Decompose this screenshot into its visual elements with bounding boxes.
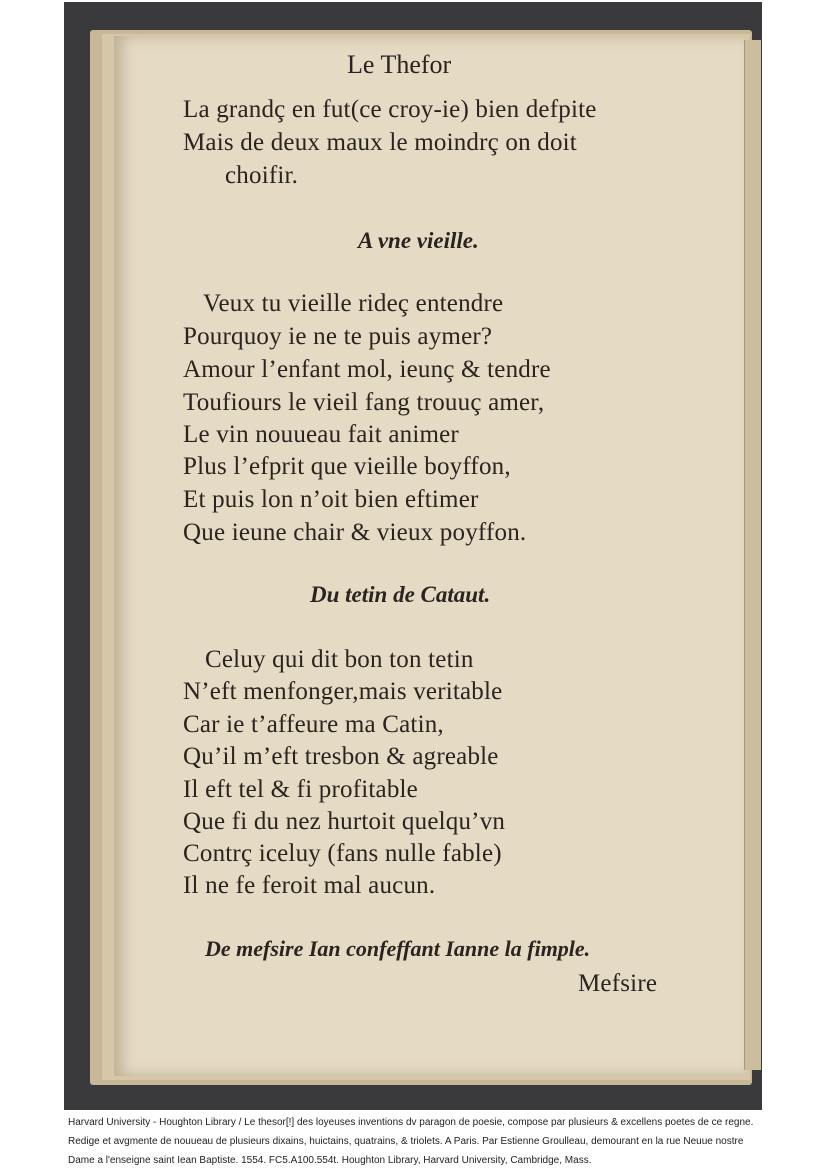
book-page: [114, 36, 746, 1076]
stanza1-line-2: Mais de deux maux le moindrç on doit: [183, 129, 577, 156]
poem2-line-2: N’eft menfonger,mais veritable: [183, 678, 503, 705]
poem1-line-6: Plus l’efprit que vieille boyffon,: [183, 453, 511, 480]
stanza1-line-3: choifir.: [225, 162, 299, 189]
poem2-line-8: Il ne fe feroit mal aucun.: [183, 872, 436, 899]
poem2-line-7: Contrç iceluy (fans nulle fable): [183, 840, 502, 867]
poem-title-de-mesire: De mefsire Ian confeffant Ianne la fimple.: [205, 936, 591, 961]
catchword: Mefsire: [578, 970, 658, 997]
poem2-line-5: Il eft tel & fi profitable: [183, 776, 418, 803]
poem1-line-5: Le vin nouueau fait animer: [183, 421, 459, 448]
poem1-line-7: Et puis lon n’oit bien eftimer: [183, 486, 479, 513]
poem-title-du-tetin: Du tetin de Cataut.: [310, 582, 491, 607]
library-caption: Harvard University - Houghton Library / Le thesor[!] des loyeuses inventions dv paragon de poesie, compose par plusieurs & excellens poetes de ce regne. Redige et avgmente de nouueau de plusieurs dixains, huictains, quatrains, & triolets. A Paris. Par Estienne Groulleau, demourant en la rue Neuue nostre Dame a l'enseigne saint Iean Baptiste. 1554. FC5.A100.554t. Houghton Library, Harvard University, Cambridge, Mass.: [68, 1117, 754, 1166]
poem2-line-4: Qu’il m’eft tresbon & agreable: [183, 743, 499, 770]
running-head: Le Thefor: [347, 50, 452, 79]
poem1-line-8: Que ieune chair & vieux poyffon.: [183, 519, 527, 546]
poem2-line-6: Que fi du nez hurtoit quelqu’vn: [183, 808, 506, 835]
poem1-line-4: Toufiours le vieil fang trouuç amer,: [183, 389, 545, 416]
poem-title-a-vne-vieille: A vne vieille.: [358, 228, 479, 253]
poem1-line-2: Pourquoy ie ne te puis aymer?: [183, 323, 493, 350]
poem2-line-1: Celuy qui dit bon ton tetin: [205, 646, 474, 673]
poem1-line-1: Veux tu vieille rideç entendre: [203, 290, 504, 317]
poem2-line-3: Car ie t’affeure ma Catin,: [183, 711, 444, 738]
stanza1-line-1: La grandç en fut(ce croy-ie) bien defpite: [183, 96, 597, 123]
facing-page-edge: [744, 40, 761, 1070]
poem1-line-3: Amour l’enfant mol, ieunç & tendre: [183, 356, 551, 383]
